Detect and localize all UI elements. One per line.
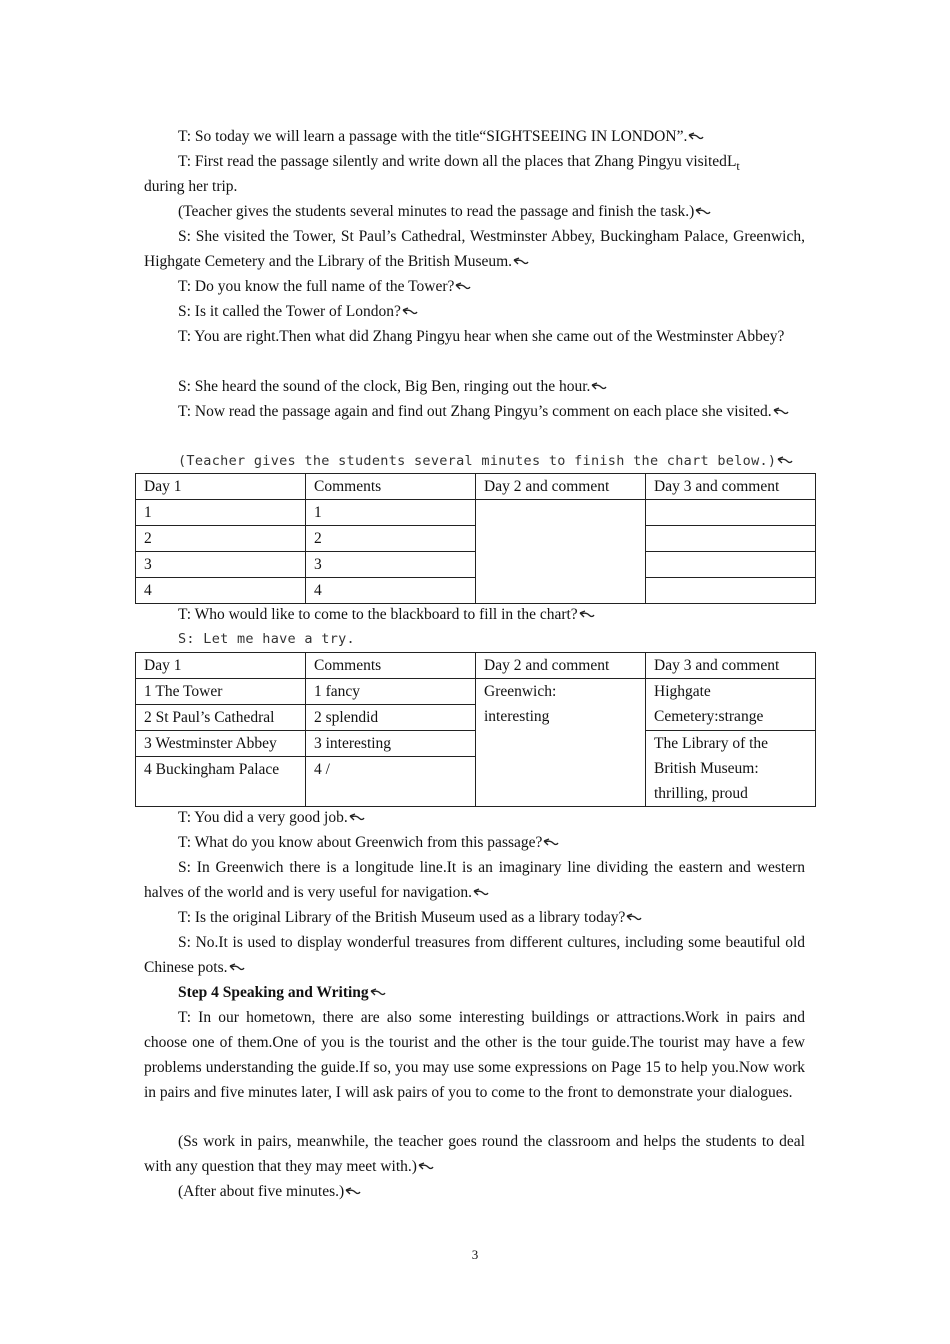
cell-line: Cemetery:strange <box>654 708 764 725</box>
table-header: Day 3 and comment <box>646 474 816 500</box>
paragraph: T: Who would like to come to the blackboard to fill in the chart? <box>144 602 805 627</box>
table-cell <box>646 578 816 604</box>
table-cell: 4 / <box>306 757 476 807</box>
paragraph: S: She visited the Tower, St Paul’s Cathedral, Westminster Abbey, Buckingham Palace, Greenwich, Highgate Cemetery and the Library of the British Museum. <box>144 228 805 270</box>
table-cell: 3 <box>136 552 306 578</box>
table-cell-day3 <box>646 731 816 807</box>
table-cell-day2 <box>476 679 646 807</box>
table-cell: 2 <box>306 526 476 552</box>
paragraph: (Teacher gives the students several minutes to finish the chart below.) <box>144 449 805 474</box>
return-mark-icon <box>513 257 529 267</box>
cell-line: thrilling, proud <box>654 785 748 802</box>
chart-table-filled <box>135 652 816 807</box>
table-cell: 1 <box>306 500 476 526</box>
return-mark-icon <box>473 888 489 898</box>
table-cell <box>646 552 816 578</box>
stray-mark-sub: t <box>736 159 740 173</box>
table-cell: 3 <box>306 552 476 578</box>
cell-line: British Museum: <box>654 760 759 777</box>
paragraph-continuation: during her trip. <box>144 178 238 195</box>
table-cell: 4 <box>136 578 306 604</box>
table-cell: 3 Westminster Abbey <box>136 731 306 757</box>
return-mark-icon <box>626 913 642 923</box>
return-mark-icon <box>345 1187 361 1197</box>
cell-line: Greenwich: <box>484 683 557 700</box>
cell-line: interesting <box>484 708 550 725</box>
table-header: Comments <box>306 653 476 679</box>
table-cell: 4 <box>306 578 476 604</box>
paragraph: S: No.It is used to display wonderful treasures from different cultures, including some beautiful old Chinese pots. <box>144 934 805 976</box>
table-cell: 1 fancy <box>306 679 476 705</box>
cell-line: Highgate <box>654 683 711 700</box>
table-cell-day2 <box>476 500 646 604</box>
stray-mark: L <box>726 153 737 170</box>
section-heading: Step 4 Speaking and Writing <box>144 980 805 1005</box>
return-mark-icon <box>777 456 793 466</box>
paragraph: T: Is the original Library of the British Museum used as a library today? <box>144 905 805 930</box>
table-header: Comments <box>306 474 476 500</box>
table-header: Day 3 and comment <box>646 653 816 679</box>
paragraph: S: Let me have a try. <box>178 631 355 647</box>
paragraph: S: In Greenwich there is a longitude line.It is an imaginary line dividing the eastern and western halves of the world and is very useful for navigation. <box>144 859 805 901</box>
table-cell: 2 <box>136 526 306 552</box>
table-header-row <box>136 474 816 500</box>
return-mark-icon <box>688 132 704 142</box>
table-cell: 3 interesting <box>306 731 476 757</box>
chart-table-empty <box>135 473 816 604</box>
return-mark-icon <box>455 282 471 292</box>
paragraph: S: Is it called the Tower of London? <box>144 299 805 324</box>
return-mark-icon <box>229 963 245 973</box>
return-mark-icon <box>370 988 386 998</box>
paragraph: T: What do you know about Greenwich from this passage? <box>144 830 805 855</box>
table-header: Day 2 and comment <box>476 653 646 679</box>
table-row <box>136 679 816 705</box>
paragraph: (Ss work in pairs, meanwhile, the teacher goes round the classroom and helps the students to deal with any question that they may meet with.) <box>144 1133 805 1175</box>
return-mark-icon <box>402 307 418 317</box>
cell-line: The Library of the <box>654 735 769 752</box>
return-mark-icon <box>695 207 711 217</box>
paragraph: T: Now read the passage again and find out Zhang Pingyu’s comment on each place she visited. <box>144 399 805 424</box>
return-mark-icon <box>418 1162 434 1172</box>
table-cell: 4 Buckingham Palace <box>136 757 306 807</box>
paragraph: T: First read the passage silently and write down all the places that Zhang Pingyu visitedL$_t$ <box>178 153 740 173</box>
paragraph: S: She heard the sound of the clock, Big Ben, ringing out the hour. <box>144 374 805 399</box>
table-cell: 2 St Paul’s Cathedral <box>136 705 306 731</box>
return-mark-icon <box>349 813 365 823</box>
table-cell-day3 <box>646 679 816 731</box>
table-cell: 2 splendid <box>306 705 476 731</box>
paragraph: T: In our hometown, there are also some interesting buildings or attractions.Work in pairs and choose one of them.One of you is the tourist and the other is the tour guide.The tourist may have a few problems understanding the guide.If so, you may use some expressions on Page 15 to help you.Now work in pairs and five minutes later, I will ask pairs of you to come to the front to demonstrate your dialogues. <box>144 1009 805 1101</box>
paragraph: T: You are right.Then what did Zhang Pingyu hear when she came out of the Westminster Abbey? <box>178 328 785 345</box>
return-mark-icon <box>543 838 559 848</box>
page-number: 3 <box>471 1247 479 1262</box>
paragraph: T: Do you know the full name of the Tower? <box>144 274 805 299</box>
table-cell: 1 <box>136 500 306 526</box>
paragraph: T: You did a very good job. <box>144 805 805 830</box>
return-mark-icon <box>773 407 789 417</box>
table-row <box>136 500 816 526</box>
paragraph: T: So today we will learn a passage with the title“SIGHTSEEING IN LONDON”. <box>144 124 805 149</box>
paragraph: (Teacher gives the students several minutes to read the passage and finish the task.) <box>144 199 805 224</box>
table-cell: 1 The Tower <box>136 679 306 705</box>
table-cell <box>646 526 816 552</box>
table-header: Day 1 <box>136 474 306 500</box>
table-header: Day 2 and comment <box>476 474 646 500</box>
paragraph: (After about five minutes.) <box>144 1179 805 1204</box>
table-cell <box>646 500 816 526</box>
table-header: Day 1 <box>136 653 306 679</box>
table-header-row <box>136 653 816 679</box>
return-mark-icon <box>591 382 607 392</box>
return-mark-icon <box>579 610 595 620</box>
